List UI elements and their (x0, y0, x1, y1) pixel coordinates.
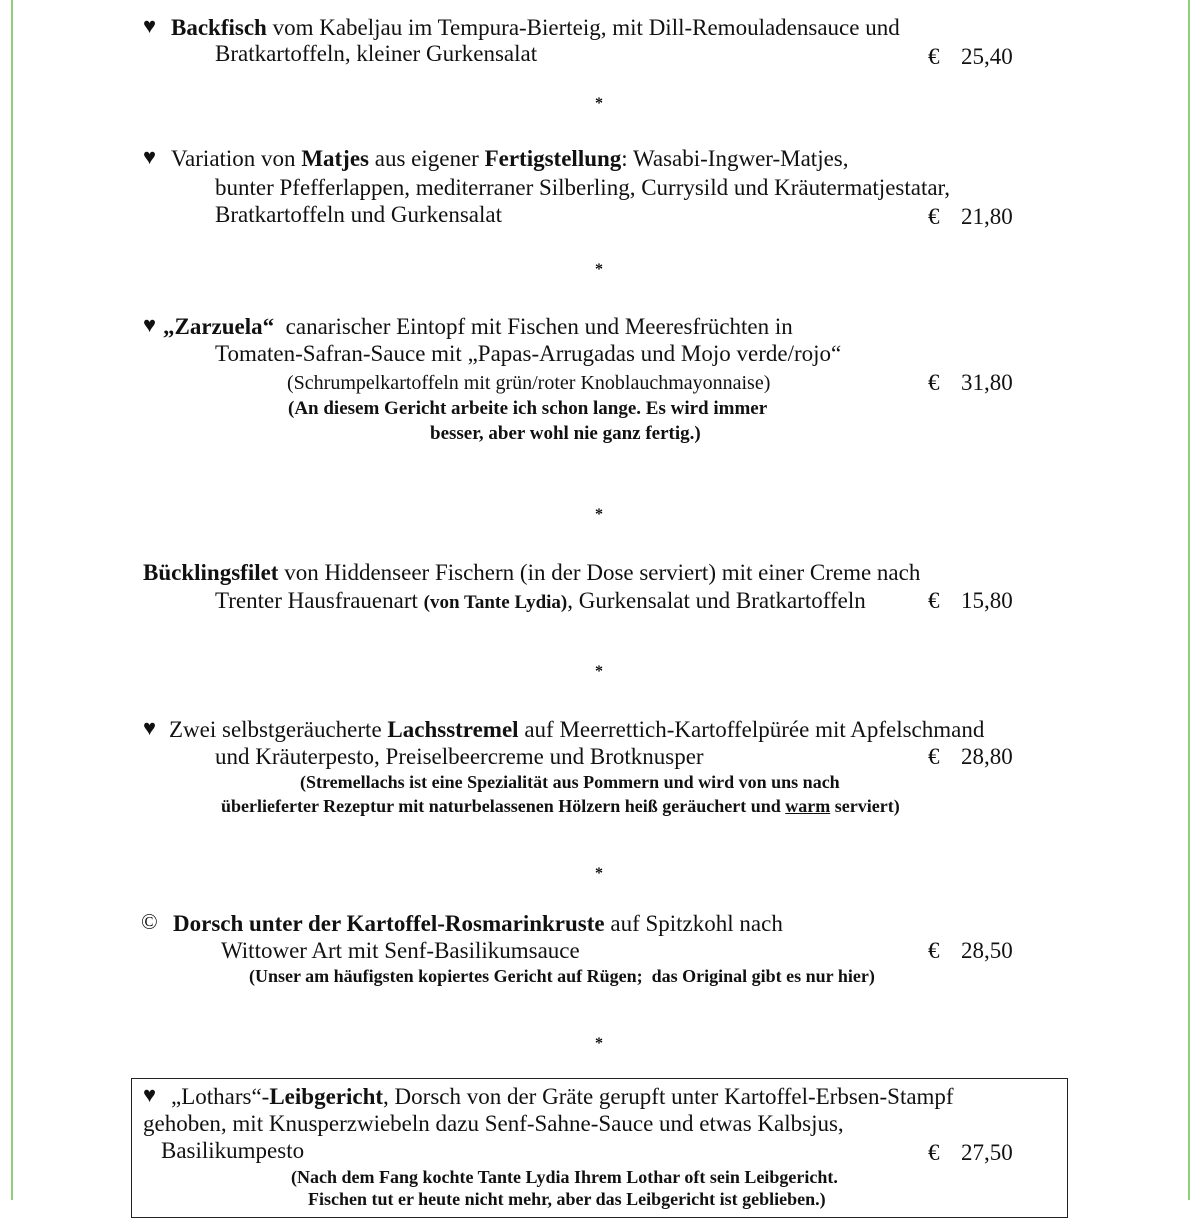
menu-item-matjes-line2: bunter Pfefferlappen, mediterraner Silberling, Currysild und Kräutermatjestatar, (215, 175, 951, 200)
price-dorsch (928, 938, 1013, 964)
price-lachsstremel (928, 744, 1013, 770)
dish-name: Dorsch unter der Kartoffel-Rosmarinkruste (173, 911, 605, 936)
separator-star: * (595, 95, 603, 112)
dish-name-secondary: Fertigstellung (484, 146, 622, 171)
menu-item-backfisch-line1 (171, 15, 900, 41)
chef-note-lachsstremel-line1: (Stremellachs ist eine Spezialität aus Pommern und wird von uns nach (300, 772, 840, 792)
menu-item-lachsstremel-line2: und Kräuterpesto, Preiselbeercreme und Brotknusper (215, 744, 704, 769)
separator-star: * (595, 261, 603, 278)
menu-item-buecklingsfilet-line1: Bücklingsfilet von Hiddenseer Fischern (in der Dose serviert) mit einer Creme nach (143, 560, 921, 585)
heart-icon: ♥ (143, 1082, 157, 1107)
euro-sign: € (928, 938, 940, 963)
dish-description: vom Kabeljau im Tempura-Bierteig, mit Dill-Remouladensauce und (266, 15, 900, 40)
emphasis-warm: warm (785, 796, 831, 816)
euro-sign: € (928, 44, 940, 69)
menu-item-buecklingsfilet-line2: Trenter Hausfrauenart (von Tante Lydia), Gurkensalat und Bratkartoffeln (215, 588, 866, 613)
price-backfisch (928, 44, 1013, 70)
dish-name: „Zarzuela“ (163, 314, 275, 339)
price-value: 21,80 (961, 204, 1013, 229)
euro-sign: € (928, 1140, 940, 1165)
separator-star: * (595, 865, 603, 882)
price-value: 15,80 (961, 588, 1013, 613)
menu-item-backfisch-line2: Bratkartoffeln, kleiner Gurkensalat (215, 41, 538, 66)
price-value: 28,80 (961, 744, 1013, 769)
heart-icon: ♥ (143, 13, 157, 38)
chef-note-lothar-line2: Fischen tut er heute nicht mehr, aber das Leibgericht ist geblieben.) (308, 1189, 826, 1209)
price-value: 28,50 (961, 938, 1013, 963)
dish-name: Matjes (301, 146, 369, 171)
dish-name: Backfisch (171, 15, 267, 40)
menu-item-zarzuela-line1: „Zarzuela“ canarischer Eintopf mit Fischen und Meeresfrüchten in (163, 314, 793, 339)
price-zarzuela (928, 370, 1013, 396)
dish-name: Lachsstremel (387, 717, 519, 742)
separator-star: * (595, 663, 603, 680)
heart-icon: ♥ (143, 144, 157, 169)
menu-item-lachsstremel-line1: Zwei selbstgeräucherte Lachsstremel auf Meerrettich-Kartoffelpürée mit Apfelschmand (169, 717, 985, 742)
separator-star: * (595, 506, 603, 523)
menu-item-matjes-line1: Variation von Matjes aus eigener Fertigstellung: Wasabi-Ingwer-Matjes, (171, 146, 849, 171)
dish-name: Leibgericht (269, 1084, 384, 1109)
page-frame-right (1188, 0, 1190, 1200)
separator-star: * (595, 1035, 603, 1052)
menu-item-lothar-line3: Basilikumpesto (161, 1138, 305, 1163)
price-value: 31,80 (961, 370, 1013, 395)
page-frame-left (11, 0, 13, 1200)
chef-note-lothar-line1: (Nach dem Fang kochte Tante Lydia Ihrem Lothar oft sein Leibgericht. (291, 1167, 838, 1187)
dish-name: Bücklingsfilet (143, 560, 279, 585)
euro-sign: € (928, 588, 940, 613)
menu-item-dorsch-line1: Dorsch unter der Kartoffel-Rosmarinkruste auf Spitzkohl nach (173, 911, 783, 936)
menu-item-dorsch-line2: Wittower Art mit Senf-Basilikumsauce (221, 938, 580, 963)
price-value: 27,50 (961, 1140, 1013, 1165)
menu-item-lothar-line1: „Lothars“-Leibgericht, Dorsch von der Gräte gerupft unter Kartoffel-Erbsen-Stampf (171, 1084, 954, 1109)
chef-note-zarzuela-line1: (An diesem Gericht arbeite ich schon lange. Es wird immer (288, 398, 768, 419)
copyright-icon: © (141, 909, 158, 934)
menu-item-zarzuela-line3: (Schrumpelkartoffeln mit grün/roter Knoblauchmayonnaise) (287, 372, 771, 394)
heart-icon: ♥ (143, 715, 157, 740)
menu-item-lothar-line2: gehoben, mit Knusperzwiebeln dazu Senf-Sahne-Sauce und etwas Kalbsjus, (143, 1111, 844, 1136)
price-lothar (928, 1140, 1013, 1166)
price-matjes (928, 204, 1013, 230)
euro-sign: € (928, 370, 940, 395)
chef-note-zarzuela-line2: besser, aber wohl nie ganz fertig.) (430, 423, 701, 444)
price-buecklingsfilet (928, 588, 1013, 614)
heart-icon: ♥ (143, 312, 157, 337)
euro-sign: € (928, 744, 940, 769)
price-value: 25,40 (961, 44, 1013, 69)
menu-item-matjes-line3: Bratkartoffeln und Gurkensalat (215, 202, 502, 227)
chef-note-dorsch: (Unser am häufigsten kopiertes Gericht auf Rügen; das Original gibt es nur hier) (249, 966, 875, 986)
menu-item-zarzuela-line2: Tomaten-Safran-Sauce mit „Papas-Arrugadas und Mojo verde/rojo“ (215, 341, 842, 366)
chef-note-lachsstremel-line2: überlieferter Rezeptur mit naturbelassenen Hölzern heiß geräuchert und warm serviert) (221, 796, 900, 816)
euro-sign: € (928, 204, 940, 229)
